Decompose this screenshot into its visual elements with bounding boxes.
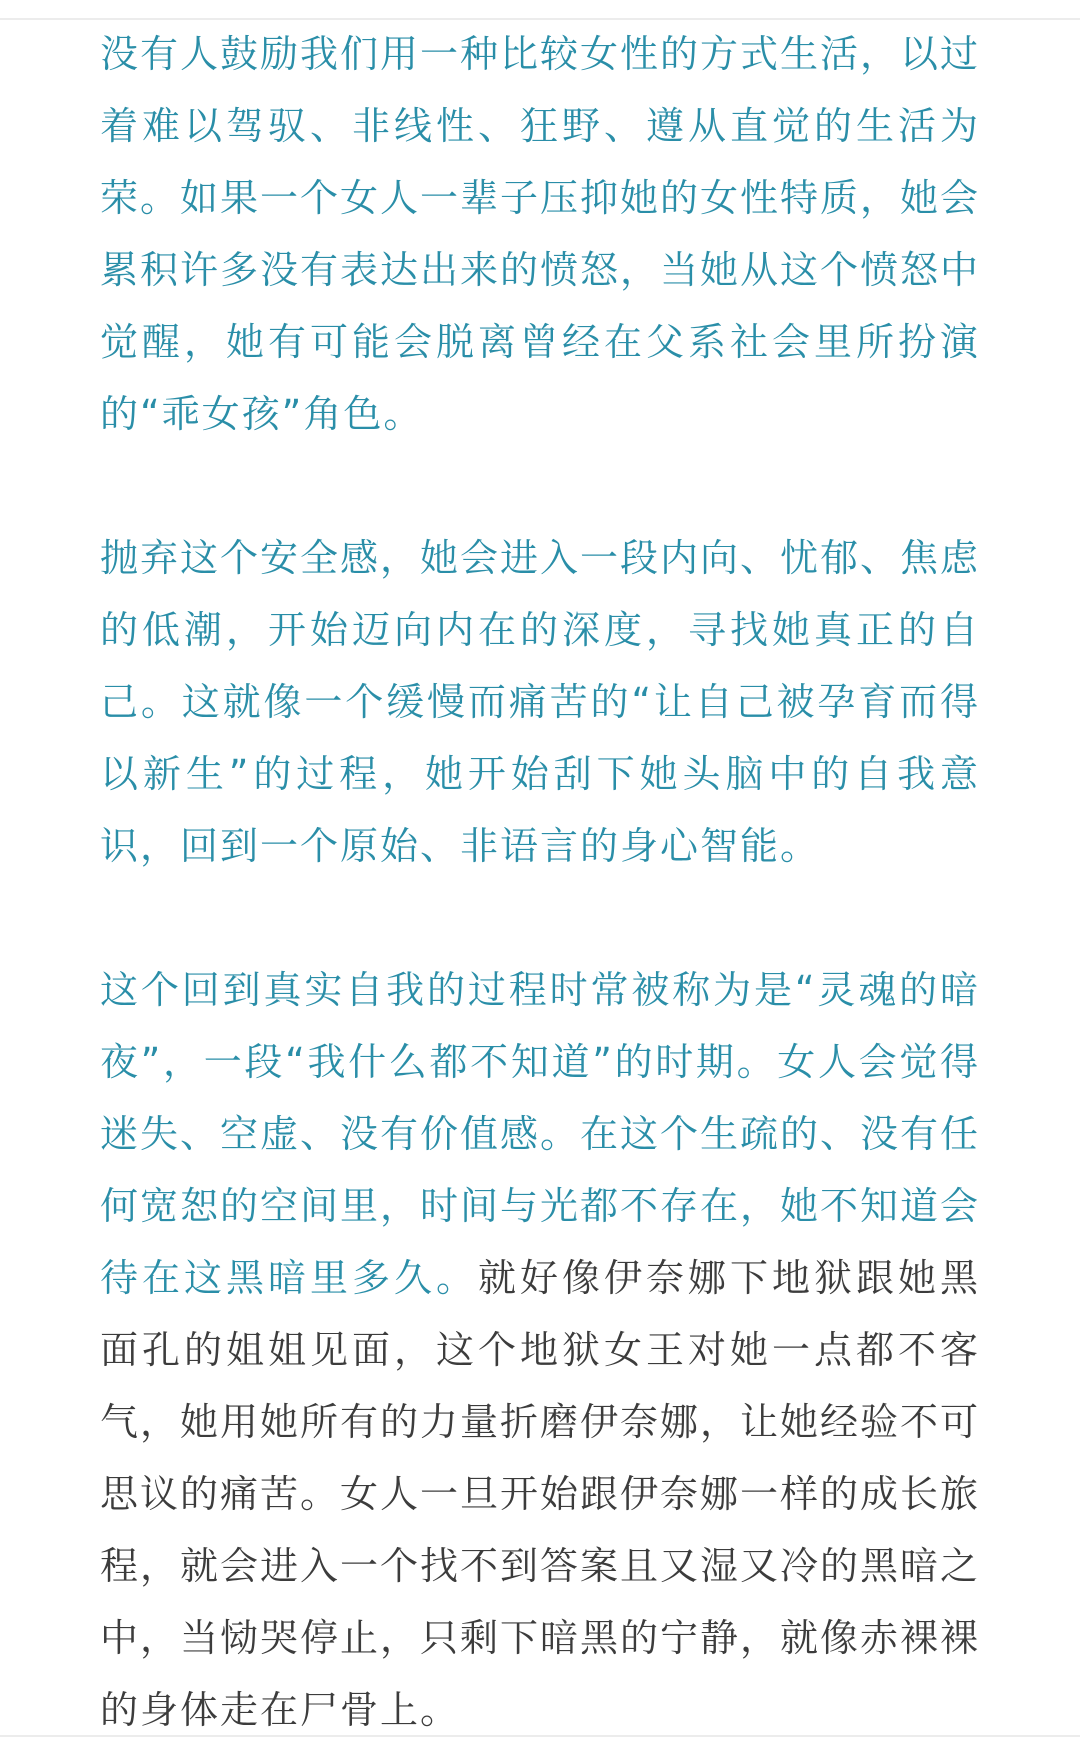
paragraph-3-highlighted-text: 这个回到真实自我的过程时常被称为是“灵魂的暗夜”，一段“我什么都不知道”的时期。女人会觉得迷失、空虚、没有价值感。在这个生疏的、没有任何宽恕的空间里，时间与光都不存在，她不知道会待在这黑暗里多久。 (100, 968, 981, 1300)
paragraph-1 (100, 18, 980, 450)
paragraph-2-text: 抛弃这个安全感，她会进入一段内向、忧郁、焦虑的低潮，开始迈向内在的深度，寻找她真正的自己。这就像一个缓慢而痛苦的“让自己被孕育而得以新生”的过程，她开始刮下她头脑中的自我意识，回到一个原始、非语言的身心智能。 (100, 536, 981, 868)
paragraph-3 (100, 954, 980, 1746)
paragraph-1-text: 没有人鼓励我们用一种比较女性的方式生活，以过着难以驾驭、非线性、狂野、遵从直觉的生活为荣。如果一个女人一辈子压抑她的女性特质，她会累积许多没有表达出来的愤怒，当她从这个愤怒中觉醒，她有可能会脱离曾经在父系社会里所扮演的“乖女孩”角色。 (100, 32, 981, 436)
paragraph-3-plain-text: 就好像伊奈娜下地狱跟她黑面孔的姐姐见面，这个地狱女王对她一点都不客气，她用她所有的力量折磨伊奈娜，让她经验不可思议的痛苦。女人一旦开始跟伊奈娜一样的成长旅程，就会进入一个找不到答案且又湿又冷的黑暗之中，当恸哭停止，只剩下暗黑的宁静，就像赤裸裸的身体走在尸骨上。 (100, 1256, 981, 1732)
article-body (100, 18, 980, 1746)
bottom-divider (0, 1735, 1080, 1737)
paragraph-2 (100, 522, 980, 882)
